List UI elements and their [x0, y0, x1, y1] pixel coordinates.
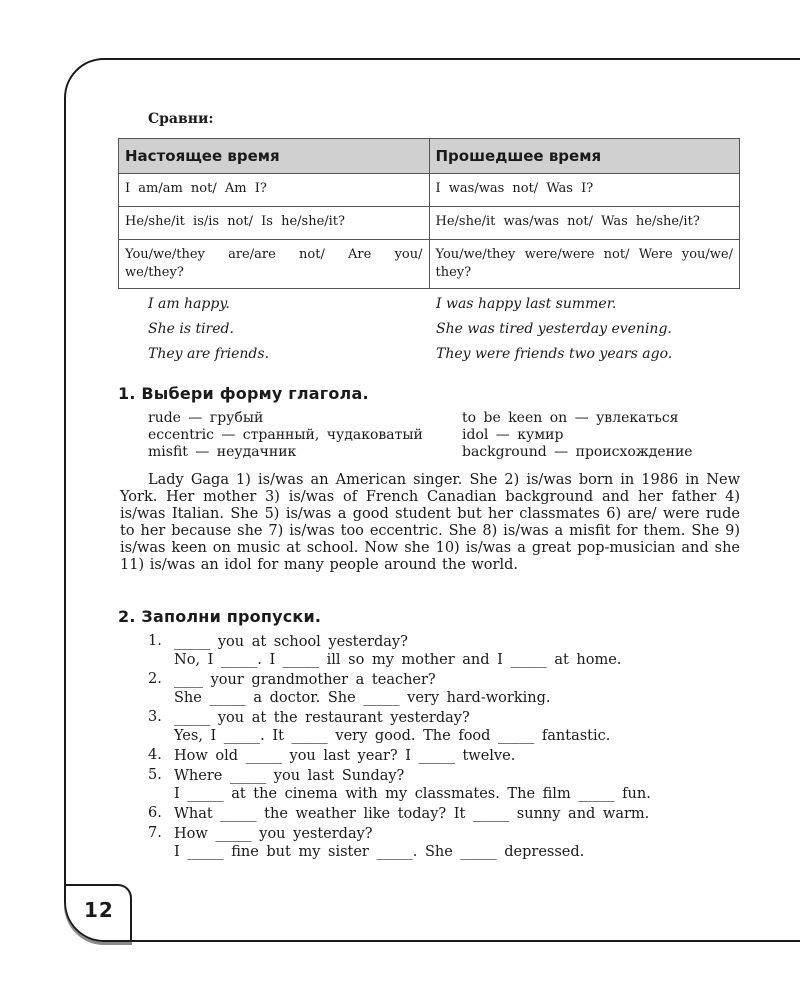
- example-line: I was happy last summer.: [436, 296, 617, 312]
- task2-title: 2. Заполни пропуски.: [118, 607, 322, 626]
- exercise-line: How old _____ you last year? I _____ twelve.: [174, 748, 516, 764]
- vocab-item: background — происхождение: [462, 444, 693, 460]
- exercise-line: How _____ you yesterday?: [174, 826, 373, 842]
- exercise-item: [148, 709, 748, 745]
- task1-paragraph: Lady Gaga 1) is/was an American singer. She 2) is/was born in 1986 in New York. Her mother 3) is/was of French Canadian background and her father 4) is/was Italian. She 5) is/was a good student but her classmates 6) are/ were rude to her because she 7) is/was too eccentric. She 8) is/was a misfit for them. She 9) is/was keen on music at school. Now she 10) is/was a great pop-musician and she 11) is/was an idol for many people around the world.: [120, 472, 740, 573]
- vocab-left: [148, 410, 423, 461]
- table-row: [119, 207, 740, 240]
- vocab-item: to be keen on — увлекаться: [462, 410, 679, 426]
- exercise-item: [148, 671, 748, 707]
- exercise-item: [148, 825, 748, 861]
- vocab-item: misfit — неудачник: [148, 444, 297, 460]
- task1-title: 1. Выбери форму глагола.: [118, 384, 369, 403]
- table-cell: He/she/it was/was not/ Was he/she/it?: [429, 207, 740, 240]
- exercise-number: 3.: [148, 709, 162, 725]
- exercise-line: Yes, I _____. It _____ very good. The food _____ fantastic.: [174, 728, 611, 744]
- table-cell: You/we/they are/are not/ Are you/ we/they?: [119, 240, 430, 289]
- grammar-table: [118, 138, 740, 289]
- examples-present: [148, 294, 269, 369]
- vocab-item: eccentric — странный, чудаковатый: [148, 427, 423, 443]
- exercise-line: _____ you at the restaurant yesterday?: [174, 710, 470, 726]
- header-past: Прошедшее время: [429, 139, 740, 174]
- table-header-row: [119, 139, 740, 174]
- table-cell: I am/am not/ Am I?: [119, 174, 430, 207]
- exercise-number: 2.: [148, 671, 162, 687]
- examples-past: [436, 294, 672, 369]
- header-present: Настоящее время: [119, 139, 430, 174]
- exercise-item: [148, 767, 748, 803]
- exercise-line: _____ you at school yesterday?: [174, 634, 408, 650]
- exercise-line: No, I _____. I _____ ill so my mother and I _____ at home.: [174, 652, 622, 668]
- exercise-number: 4.: [148, 747, 162, 763]
- vocab-item: rude — грубый: [148, 410, 264, 426]
- example-line: I am happy.: [148, 296, 230, 312]
- example-line: They were friends two years ago.: [436, 346, 673, 362]
- table-row: [119, 240, 740, 289]
- example-line: They are friends.: [148, 346, 270, 362]
- exercise-item: [148, 633, 748, 669]
- exercise-number: 6.: [148, 805, 162, 821]
- vocab-right: [462, 410, 693, 461]
- exercise-item: [148, 805, 748, 823]
- exercise-line: She _____ a doctor. She _____ very hard-working.: [174, 690, 551, 706]
- exercise-line: I _____ fine but my sister _____. She _____ depressed.: [174, 844, 585, 860]
- table-row: [119, 174, 740, 207]
- exercise-line: I _____ at the cinema with my classmates. The film _____ fun.: [174, 786, 651, 802]
- compare-label: Сравни:: [148, 111, 214, 127]
- table-cell: You/we/they were/were not/ Were you/we/ they?: [429, 240, 740, 289]
- example-line: She was tired yesterday evening.: [436, 321, 672, 337]
- task2-exercises: [148, 633, 748, 863]
- exercise-line: Where _____ you last Sunday?: [174, 768, 405, 784]
- exercise-number: 5.: [148, 767, 162, 783]
- page-number: 12: [84, 898, 114, 922]
- exercise-line: What _____ the weather like today? It _____ sunny and warm.: [174, 806, 650, 822]
- exercise-item: [148, 747, 748, 765]
- exercise-number: 7.: [148, 825, 162, 841]
- table-cell: He/she/it is/is not/ Is he/she/it?: [119, 207, 430, 240]
- vocab-item: idol — кумир: [462, 427, 564, 443]
- exercise-number: 1.: [148, 633, 162, 649]
- exercise-line: ____ your grandmother a teacher?: [174, 672, 436, 688]
- example-line: She is tired.: [148, 321, 234, 337]
- table-cell: I was/was not/ Was I?: [429, 174, 740, 207]
